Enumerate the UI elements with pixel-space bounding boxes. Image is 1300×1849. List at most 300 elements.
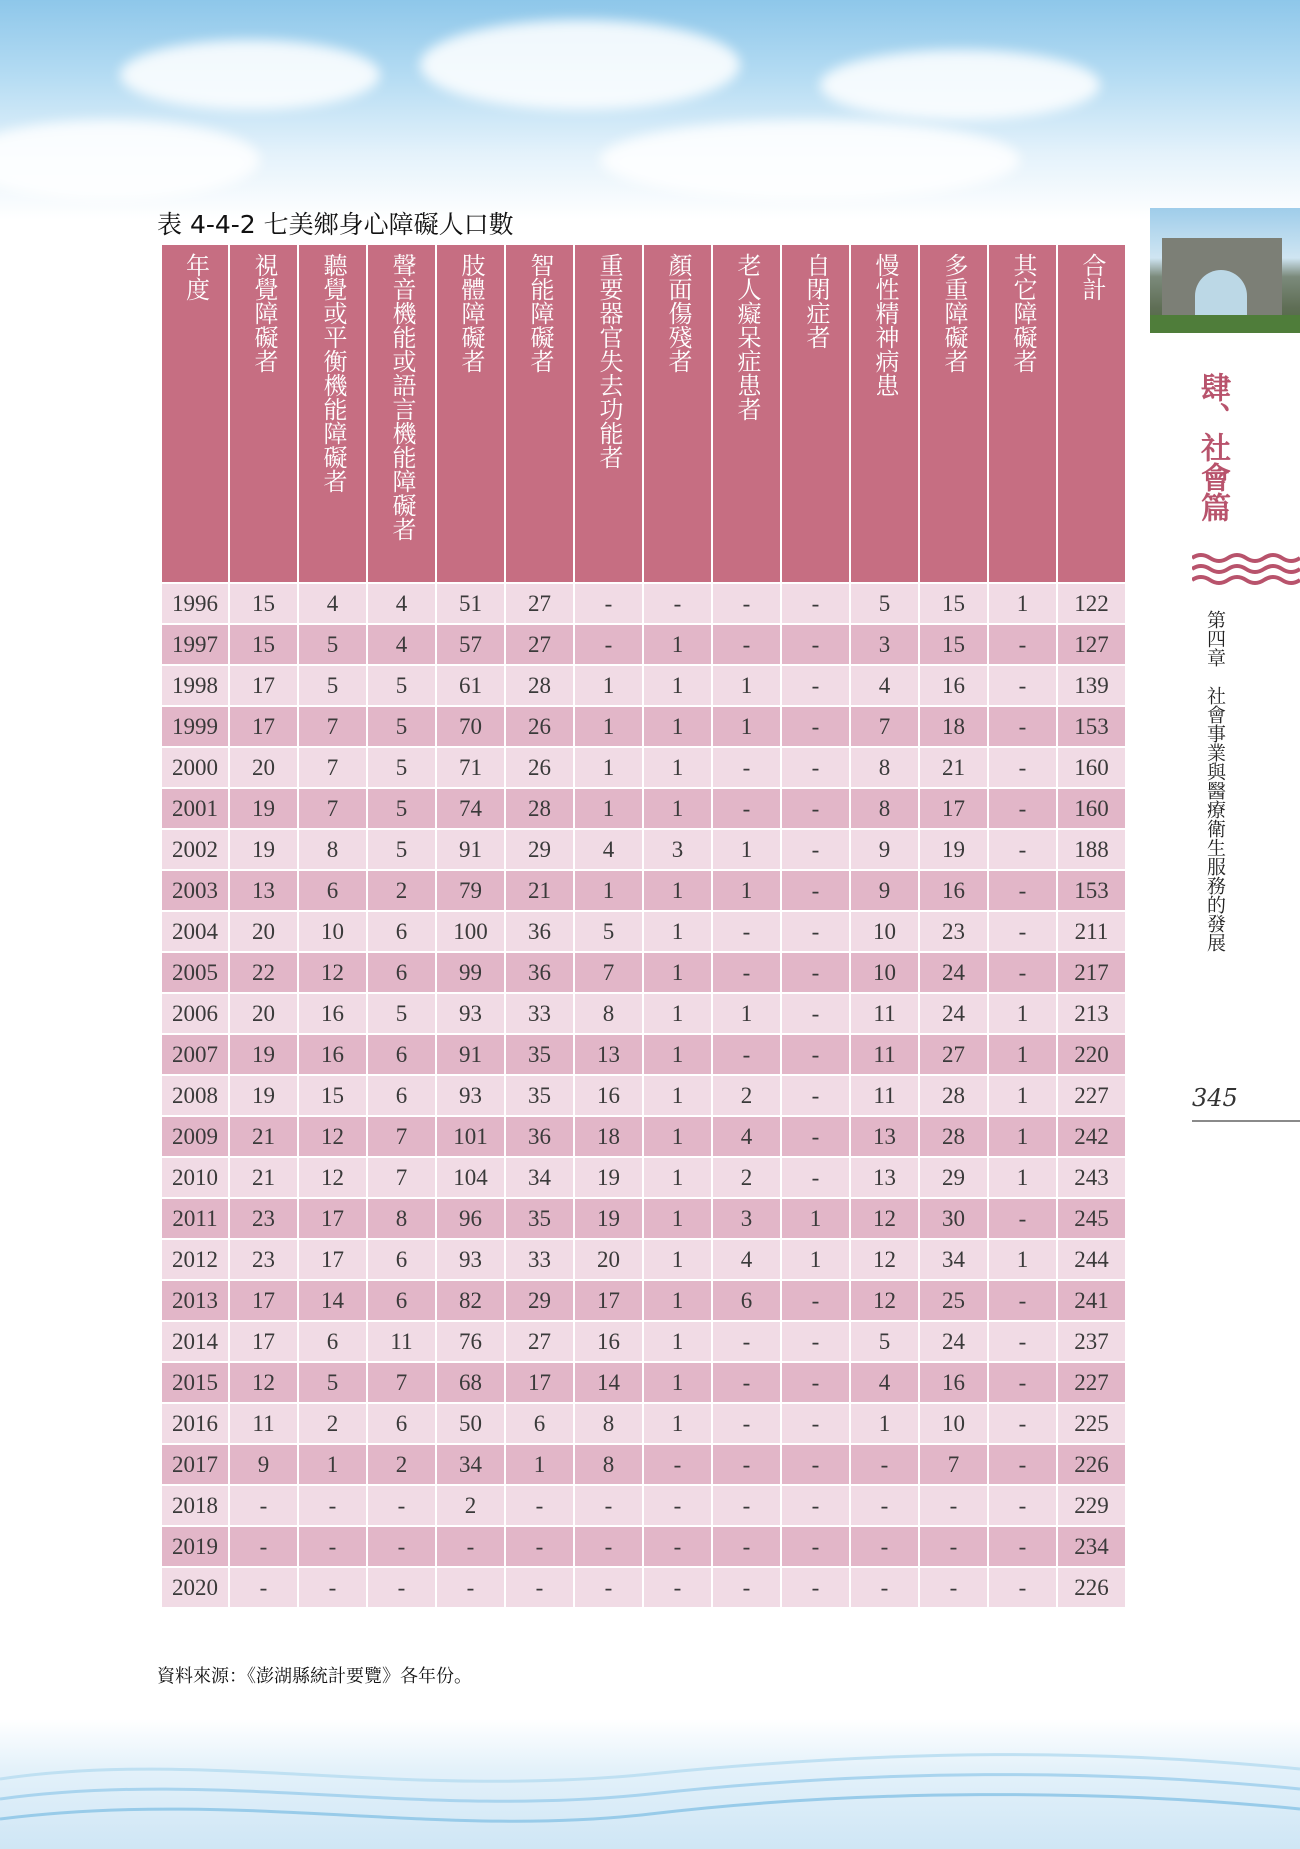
table-cell: 1 [298, 1444, 367, 1485]
table-cell: - [919, 1485, 988, 1526]
table-cell: 5 [850, 1321, 919, 1362]
table-cell: 4 [298, 583, 367, 624]
table-row [161, 1567, 1126, 1608]
table-cell: - [988, 870, 1057, 911]
table-cell: 5 [850, 583, 919, 624]
table-cell: 1 [574, 747, 643, 788]
table-cell: 28 [505, 788, 574, 829]
table-cell: 19 [574, 1157, 643, 1198]
table-cell: 29 [919, 1157, 988, 1198]
table-cell: - [712, 583, 781, 624]
table-cell: 28 [919, 1116, 988, 1157]
table-cell: - [712, 788, 781, 829]
column-header [574, 244, 643, 583]
year-cell: 1996 [161, 583, 229, 624]
page-rule [1192, 1120, 1300, 1122]
table-cell: 11 [850, 993, 919, 1034]
table-cell: 1 [781, 1198, 850, 1239]
table-cell: - [712, 1403, 781, 1444]
table-row [161, 1362, 1126, 1403]
table-cell: 9 [850, 829, 919, 870]
year-cell: 2019 [161, 1526, 229, 1567]
table-cell: - [850, 1526, 919, 1567]
sky-banner [0, 0, 1300, 220]
table-row [161, 706, 1126, 747]
table-cell: - [643, 1526, 712, 1567]
table-cell: - [367, 1526, 436, 1567]
table-cell: 6 [367, 952, 436, 993]
table-cell: 2 [298, 1403, 367, 1444]
table-cell: 16 [574, 1075, 643, 1116]
table-row [161, 911, 1126, 952]
table-cell: 10 [298, 911, 367, 952]
year-cell: 2009 [161, 1116, 229, 1157]
table-cell: 12 [850, 1280, 919, 1321]
table-row [161, 788, 1126, 829]
table-cell: 18 [574, 1116, 643, 1157]
table-cell: 1 [988, 1075, 1057, 1116]
table-cell: 5 [298, 624, 367, 665]
year-cell: 2010 [161, 1157, 229, 1198]
table-cell: 30 [919, 1198, 988, 1239]
table-cell: 6 [298, 870, 367, 911]
table-cell: - [919, 1526, 988, 1567]
table-cell: - [574, 1567, 643, 1608]
table-cell: 28 [505, 665, 574, 706]
table-row [161, 1034, 1126, 1075]
table-cell: 3 [643, 829, 712, 870]
table-cell: 6 [367, 1403, 436, 1444]
table-cell: 27 [505, 624, 574, 665]
table-row [161, 665, 1126, 706]
table-cell: 12 [850, 1198, 919, 1239]
column-header [643, 244, 712, 583]
table-cell: 227 [1057, 1362, 1126, 1403]
table-cell: - [712, 624, 781, 665]
table-cell: 1 [988, 583, 1057, 624]
table-row [161, 624, 1126, 665]
table-cell: 9 [229, 1444, 298, 1485]
table-cell: 13 [574, 1034, 643, 1075]
table-cell: - [988, 829, 1057, 870]
table-cell: - [712, 1485, 781, 1526]
table-cell: 13 [850, 1116, 919, 1157]
table-cell: 13 [850, 1157, 919, 1198]
table-cell: - [712, 1526, 781, 1567]
table-cell: - [988, 706, 1057, 747]
table-cell: 57 [436, 624, 505, 665]
table-cell: 15 [229, 583, 298, 624]
table-cell: 6 [712, 1280, 781, 1321]
year-cell: 2016 [161, 1403, 229, 1444]
table-cell: 23 [229, 1239, 298, 1280]
table-cell: 1 [643, 706, 712, 747]
table-cell: - [919, 1567, 988, 1608]
table-cell: - [712, 1444, 781, 1485]
table-cell: 16 [298, 1034, 367, 1075]
year-cell: 2005 [161, 952, 229, 993]
table-cell: 1 [643, 1321, 712, 1362]
table-cell: 25 [919, 1280, 988, 1321]
column-header-label: 重要器官失去功能者 [595, 253, 623, 469]
table-cell: 23 [919, 911, 988, 952]
table-cell: 21 [229, 1116, 298, 1157]
table-row [161, 1485, 1126, 1526]
table-cell: 237 [1057, 1321, 1126, 1362]
table-cell: 7 [367, 1362, 436, 1403]
table-cell: - [781, 747, 850, 788]
table-cell: 17 [229, 706, 298, 747]
table-cell: 4 [712, 1116, 781, 1157]
table-cell: - [988, 1362, 1057, 1403]
table-cell: 244 [1057, 1239, 1126, 1280]
table-cell: 26 [505, 706, 574, 747]
table-cell: - [988, 952, 1057, 993]
table-cell: 5 [298, 665, 367, 706]
table-cell: - [574, 583, 643, 624]
table-cell: - [781, 624, 850, 665]
table-cell: - [781, 1567, 850, 1608]
column-header [298, 244, 367, 583]
table-cell: 226 [1057, 1444, 1126, 1485]
table-cell: - [781, 1116, 850, 1157]
table-cell: 160 [1057, 788, 1126, 829]
table-cell: 3 [712, 1198, 781, 1239]
table-cell: 18 [919, 706, 988, 747]
table-cell: 15 [229, 624, 298, 665]
year-cell: 2011 [161, 1198, 229, 1239]
table-cell: 28 [919, 1075, 988, 1116]
column-header-label: 聽覺或平衡機能障礙者 [319, 253, 347, 493]
table-cell: 11 [850, 1075, 919, 1116]
table-cell: 226 [1057, 1567, 1126, 1608]
table-cell: 1 [643, 1403, 712, 1444]
table-row [161, 993, 1126, 1034]
table-cell: - [781, 788, 850, 829]
table-cell: 11 [229, 1403, 298, 1444]
table-cell: 10 [850, 952, 919, 993]
table-cell: 213 [1057, 993, 1126, 1034]
table-cell: 7 [298, 788, 367, 829]
table-cell: 6 [367, 1239, 436, 1280]
table-cell: 10 [919, 1403, 988, 1444]
table-cell: 17 [229, 1321, 298, 1362]
table-cell: - [988, 1321, 1057, 1362]
table-cell: 6 [298, 1321, 367, 1362]
table-cell: 51 [436, 583, 505, 624]
column-header-label: 視覺障礙者 [250, 253, 278, 373]
table-cell: - [367, 1485, 436, 1526]
table-cell: 2 [367, 1444, 436, 1485]
column-header-label: 智能障礙者 [526, 253, 554, 373]
table-cell: - [988, 1444, 1057, 1485]
table-cell: 15 [919, 583, 988, 624]
table-cell: 17 [229, 665, 298, 706]
table-cell: 4 [574, 829, 643, 870]
table-cell: 5 [367, 993, 436, 1034]
table-cell: 217 [1057, 952, 1126, 993]
chapter-title: 第四章 社會事業與醫療衛生服務的發展 [1204, 610, 1226, 952]
table-cell: - [988, 1198, 1057, 1239]
table-cell: 1 [643, 665, 712, 706]
source-note: 資料來源：《澎湖縣統計要覽》各年份。 [157, 1666, 472, 1687]
table-cell: 1 [712, 829, 781, 870]
table-cell: 12 [298, 1157, 367, 1198]
table-cell: 93 [436, 993, 505, 1034]
table-cell: 96 [436, 1198, 505, 1239]
table-cell: 5 [367, 747, 436, 788]
table-cell: 160 [1057, 747, 1126, 788]
table-cell: - [505, 1485, 574, 1526]
table-cell: 36 [505, 911, 574, 952]
column-header [919, 244, 988, 583]
table-cell: 4 [850, 665, 919, 706]
year-cell: 2020 [161, 1567, 229, 1608]
column-header-label: 顏面傷殘者 [664, 253, 692, 373]
table-cell: 36 [505, 952, 574, 993]
table-cell: 17 [298, 1239, 367, 1280]
table-cell: 29 [505, 829, 574, 870]
column-header-label: 慢性精神病患 [871, 253, 899, 397]
table-cell: 188 [1057, 829, 1126, 870]
table-cell: 34 [436, 1444, 505, 1485]
table-cell: 20 [574, 1239, 643, 1280]
table-cell: 1 [643, 1157, 712, 1198]
table-cell: 1 [643, 1362, 712, 1403]
table-cell: - [988, 1526, 1057, 1567]
table-cell: 6 [367, 1075, 436, 1116]
table-cell: 1 [988, 1157, 1057, 1198]
table-cell: 17 [229, 1280, 298, 1321]
table-cell: - [781, 952, 850, 993]
table-cell: - [988, 747, 1057, 788]
table-cell: 4 [367, 624, 436, 665]
table-cell: - [781, 1075, 850, 1116]
table-cell: 5 [367, 706, 436, 747]
table-cell: 1 [712, 870, 781, 911]
table-row [161, 1239, 1126, 1280]
table-cell: - [781, 1526, 850, 1567]
table-cell: 5 [367, 829, 436, 870]
table-cell: 1 [643, 1034, 712, 1075]
column-header [712, 244, 781, 583]
table-cell: 225 [1057, 1403, 1126, 1444]
table-cell: 27 [505, 583, 574, 624]
table-cell: - [988, 788, 1057, 829]
table-cell: - [781, 1362, 850, 1403]
table-cell: 101 [436, 1116, 505, 1157]
table-cell: 153 [1057, 706, 1126, 747]
table-cell: - [229, 1485, 298, 1526]
table-cell: 35 [505, 1034, 574, 1075]
table-row [161, 1526, 1126, 1567]
table-cell: 8 [574, 1444, 643, 1485]
wave-ornament [1192, 552, 1300, 588]
table-cell: 6 [367, 911, 436, 952]
table-cell: 68 [436, 1362, 505, 1403]
table-cell: - [988, 1485, 1057, 1526]
table-cell: 243 [1057, 1157, 1126, 1198]
table-cell: 1 [643, 1075, 712, 1116]
year-cell: 2012 [161, 1239, 229, 1280]
table-cell: 79 [436, 870, 505, 911]
table-cell: 229 [1057, 1485, 1126, 1526]
table-cell: - [988, 1403, 1057, 1444]
table-cell: 7 [574, 952, 643, 993]
table-cell: 8 [574, 993, 643, 1034]
table-cell: 16 [919, 665, 988, 706]
table-cell: 19 [229, 788, 298, 829]
table-cell: 70 [436, 706, 505, 747]
table-cell: 16 [298, 993, 367, 1034]
year-cell: 1997 [161, 624, 229, 665]
table-cell: 11 [850, 1034, 919, 1075]
bottom-wave-decoration [0, 1719, 1300, 1849]
table-cell: 220 [1057, 1034, 1126, 1075]
column-header [161, 244, 229, 583]
table-cell: 99 [436, 952, 505, 993]
column-header-label: 自閉症者 [802, 253, 830, 349]
table-cell: 7 [367, 1157, 436, 1198]
column-header [1057, 244, 1126, 583]
table-cell: 15 [298, 1075, 367, 1116]
table-cell: 4 [712, 1239, 781, 1280]
column-header [367, 244, 436, 583]
table-cell: 211 [1057, 911, 1126, 952]
table-cell: 2 [712, 1157, 781, 1198]
table-cell: - [781, 993, 850, 1034]
table-cell: 4 [367, 583, 436, 624]
table-cell: 76 [436, 1321, 505, 1362]
table-cell: - [781, 706, 850, 747]
table-cell: - [988, 1280, 1057, 1321]
table-cell: 82 [436, 1280, 505, 1321]
table-cell: 1 [988, 993, 1057, 1034]
table-cell: 35 [505, 1075, 574, 1116]
table-cell: - [229, 1567, 298, 1608]
year-cell: 2007 [161, 1034, 229, 1075]
year-cell: 2006 [161, 993, 229, 1034]
year-cell: 2014 [161, 1321, 229, 1362]
year-cell: 2017 [161, 1444, 229, 1485]
table-cell: 34 [505, 1157, 574, 1198]
table-cell: 5 [367, 788, 436, 829]
table-cell: - [781, 1157, 850, 1198]
table-cell: 12 [298, 952, 367, 993]
table-cell: 29 [505, 1280, 574, 1321]
table-cell: 1 [643, 747, 712, 788]
table-row [161, 1198, 1126, 1239]
table-cell: - [781, 583, 850, 624]
table-cell: 2 [367, 870, 436, 911]
table-cell: 1 [505, 1444, 574, 1485]
column-header-label: 合計 [1078, 253, 1106, 301]
table-cell: 19 [574, 1198, 643, 1239]
table-cell: 27 [919, 1034, 988, 1075]
table-cell: 245 [1057, 1198, 1126, 1239]
table-cell: - [436, 1567, 505, 1608]
table-cell: 91 [436, 829, 505, 870]
column-header-label: 多重障礙者 [940, 253, 968, 373]
table-cell: 21 [919, 747, 988, 788]
table-cell: 241 [1057, 1280, 1126, 1321]
column-header [781, 244, 850, 583]
table-cell: 4 [850, 1362, 919, 1403]
table-cell: - [850, 1444, 919, 1485]
table-cell: 1 [781, 1239, 850, 1280]
table-cell: 10 [850, 911, 919, 952]
table-cell: 1 [712, 993, 781, 1034]
year-cell: 2018 [161, 1485, 229, 1526]
table-cell: 16 [574, 1321, 643, 1362]
table-cell: - [712, 1362, 781, 1403]
table-cell: 16 [919, 870, 988, 911]
table-cell: 234 [1057, 1526, 1126, 1567]
table-cell: 7 [298, 706, 367, 747]
table-cell: 1 [643, 1280, 712, 1321]
table-row [161, 1075, 1126, 1116]
table-cell: 15 [919, 624, 988, 665]
table-cell: - [781, 1485, 850, 1526]
table-cell: 1 [574, 665, 643, 706]
column-header-label: 肢體障礙者 [457, 253, 485, 373]
table-cell: - [988, 911, 1057, 952]
table-header-row [161, 244, 1126, 583]
table-cell: 1 [850, 1403, 919, 1444]
table-cell: 8 [298, 829, 367, 870]
table-cell: - [229, 1526, 298, 1567]
table-cell: - [712, 1034, 781, 1075]
table-cell: 242 [1057, 1116, 1126, 1157]
column-header [850, 244, 919, 583]
table-cell: 1 [643, 870, 712, 911]
table-cell: 20 [229, 747, 298, 788]
table-cell: 71 [436, 747, 505, 788]
year-cell: 2015 [161, 1362, 229, 1403]
year-cell: 2001 [161, 788, 229, 829]
year-cell: 1999 [161, 706, 229, 747]
table-cell: 12 [298, 1116, 367, 1157]
gate-photo [1150, 208, 1300, 333]
table-cell: 8 [850, 747, 919, 788]
table-cell: 7 [367, 1116, 436, 1157]
table-cell: - [298, 1567, 367, 1608]
table-cell: 22 [229, 952, 298, 993]
table-cell: - [988, 665, 1057, 706]
year-cell: 2002 [161, 829, 229, 870]
table-cell: - [574, 624, 643, 665]
year-cell: 2004 [161, 911, 229, 952]
table-cell: - [712, 952, 781, 993]
table-cell: 17 [919, 788, 988, 829]
table-cell: 12 [229, 1362, 298, 1403]
column-header [436, 244, 505, 583]
table-cell: 93 [436, 1075, 505, 1116]
table-row [161, 583, 1126, 624]
table-row [161, 1157, 1126, 1198]
table-cell: 122 [1057, 583, 1126, 624]
table-cell: - [781, 870, 850, 911]
table-cell: 104 [436, 1157, 505, 1198]
table-cell: 6 [505, 1403, 574, 1444]
table-cell: - [505, 1567, 574, 1608]
year-cell: 1998 [161, 665, 229, 706]
table-cell: - [781, 1444, 850, 1485]
table-cell: 19 [229, 829, 298, 870]
table-cell: 24 [919, 952, 988, 993]
table-cell: 33 [505, 1239, 574, 1280]
table-cell: - [781, 1034, 850, 1075]
